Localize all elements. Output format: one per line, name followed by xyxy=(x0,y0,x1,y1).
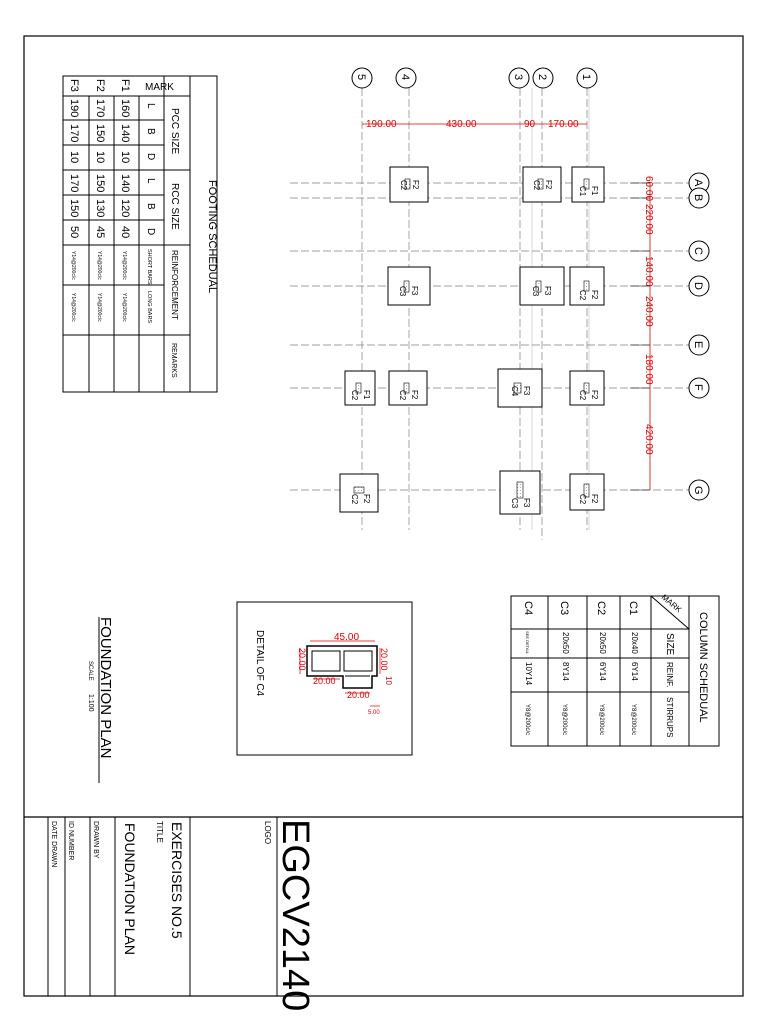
dim-lettered: 140.00 xyxy=(643,256,654,287)
scale-label: SCALE xyxy=(87,661,93,681)
date-drawn-label: DATE DRAWN xyxy=(50,821,57,868)
footing-cell: 170 xyxy=(68,124,80,143)
footing-label: F2 xyxy=(590,290,599,300)
footing xyxy=(390,167,428,202)
footing-schedule xyxy=(63,76,218,392)
grid-bubble-label: A xyxy=(692,179,704,187)
column-label: C1 xyxy=(578,186,587,197)
footing-cell: 140 xyxy=(119,124,131,143)
footing-cell: 120 xyxy=(119,199,131,218)
dim-lettered: 220.00 xyxy=(643,204,654,235)
footing-row-mark: F2 xyxy=(94,79,106,92)
footing-cell: 150 xyxy=(94,174,106,193)
column-mark-header: MARK xyxy=(659,592,684,615)
footing-cell: 140 xyxy=(119,174,131,193)
footing-label: F3 xyxy=(410,286,419,296)
column-cell: 20x50 xyxy=(561,632,570,654)
column-label: C2 xyxy=(578,290,587,301)
column-label: C2 xyxy=(532,180,541,191)
footing-cell: 50 xyxy=(68,226,80,239)
detail-dim: 20.00 xyxy=(297,648,307,671)
drawing-title-text: FOUNDATION PLAN xyxy=(97,617,114,759)
footing xyxy=(520,267,564,305)
dim-numbered: 90 xyxy=(524,119,536,130)
column-label: C3 xyxy=(398,286,407,297)
footing-label: F2 xyxy=(590,390,599,400)
footing-cell: 40 xyxy=(119,226,131,239)
column-cell: Y8@200c/c xyxy=(598,704,604,736)
footing-cell: 10 xyxy=(68,151,80,164)
footing-cell: 130 xyxy=(94,199,106,218)
pcc-d-label: D xyxy=(145,153,156,161)
grid-bubble-label: G xyxy=(692,486,704,495)
column-label: C2 xyxy=(350,390,359,401)
column-row-mark: C4 xyxy=(522,601,534,616)
grid-bubble-3 xyxy=(509,68,529,88)
detail-dim: 20.00 xyxy=(347,690,370,700)
footing-label: F2 xyxy=(410,390,419,400)
grid-bubble-label: F xyxy=(692,384,704,391)
rcc-l-label: L xyxy=(145,178,156,184)
footing-cell: Y14@200c/c xyxy=(70,293,76,322)
dim-lettered: 60.00 xyxy=(643,176,654,202)
detail-dim: 45.00 xyxy=(334,632,360,643)
grid-bubble-label: C xyxy=(692,247,704,255)
footing-mark-header: MARK xyxy=(145,82,174,93)
grid-bubble-label: D xyxy=(692,282,704,290)
detail-c4 xyxy=(237,602,412,755)
footing-cell: 10 xyxy=(94,151,106,164)
column-cell: 6Y14 xyxy=(598,662,607,681)
footing-cell: 45 xyxy=(94,226,106,239)
footing-cell: 150 xyxy=(68,199,80,218)
footing-cell: Y14@200c/c xyxy=(96,251,102,280)
footing-schedule-title: FOOTING SCHEDUAL xyxy=(206,180,218,294)
detail-dim: 10 xyxy=(384,676,393,685)
footing-reinf-header: REINFORCEMENT xyxy=(170,250,179,320)
detail-dim: 20.00 xyxy=(379,648,389,671)
grid-bubble-label: 5 xyxy=(355,74,367,81)
drawing-title xyxy=(87,617,114,783)
detail-c4-title: DETAIL OF C4 xyxy=(254,630,265,697)
title-block xyxy=(48,817,316,1011)
column-cell: Y8@200c/c xyxy=(630,704,636,736)
footing-pcc-header: PCC SIZE xyxy=(169,108,180,155)
column-label: C2 xyxy=(398,390,407,401)
short-bars-label: SHORT BARS xyxy=(146,249,152,285)
footing-label: F3 xyxy=(543,286,552,296)
id-number-label: ID NUMBER xyxy=(67,821,74,861)
dim-lettered: 180.00 xyxy=(643,354,654,385)
column-cell: 10Y14 xyxy=(524,662,533,686)
footing xyxy=(570,371,604,405)
title-value: FOUNDATION PLAN xyxy=(122,823,138,955)
footing-label: F3 xyxy=(522,498,531,508)
footing-cell: 150 xyxy=(94,124,106,143)
column-size-header: SIZE xyxy=(664,633,675,656)
column-schedule-title: COLUMN SCHEDUAL xyxy=(697,612,709,723)
footing-label: F3 xyxy=(522,386,531,396)
foundation-grid xyxy=(290,68,709,540)
column-cell: 6Y14 xyxy=(630,662,639,681)
drawn-by-label: DRAWN BY xyxy=(92,821,99,859)
column-cell: Y8@200c/c xyxy=(561,704,567,736)
grid-bubble-label: 2 xyxy=(536,74,548,81)
footing-cell: 190 xyxy=(68,99,80,118)
column-schedule xyxy=(511,593,719,746)
footing xyxy=(570,474,604,510)
long-bars-label: LONG BARS xyxy=(146,291,152,324)
footing-rcc-header: RCC SIZE xyxy=(169,183,180,230)
footing xyxy=(523,167,561,202)
grid-bubble-label: E xyxy=(692,341,704,349)
grid-bubble-G xyxy=(689,480,709,500)
column-stirrups-header: STIRRUPS xyxy=(665,697,674,738)
dim-numbered: 190.00 xyxy=(366,119,397,130)
column-cell: 20x40 xyxy=(630,632,639,654)
column-label: C2 xyxy=(578,494,587,505)
grid-bubble-label: 1 xyxy=(580,74,592,81)
grid-bubble-E xyxy=(689,335,709,355)
footing-cell: Y14@200c/c xyxy=(70,251,76,280)
footing xyxy=(500,471,540,514)
footing-cell: 10 xyxy=(119,151,131,164)
grid-bubble-D xyxy=(689,276,709,296)
footing xyxy=(389,371,427,405)
dim-numbered: 170.00 xyxy=(548,119,579,130)
footing-cell: Y14@200c/c xyxy=(96,293,102,322)
column-label: C2 xyxy=(578,390,587,401)
column-row-mark: C1 xyxy=(627,601,639,616)
grid-bubble-label: 3 xyxy=(512,74,524,81)
column-row-mark: C3 xyxy=(558,601,570,616)
footing-label: F2 xyxy=(544,180,553,190)
scale-value: 1:100 xyxy=(87,694,94,712)
footing-label: F1 xyxy=(590,186,599,196)
footing-label: F2 xyxy=(362,494,371,504)
footing xyxy=(345,371,375,405)
dim-lettered: 240.00 xyxy=(643,296,654,327)
grid-bubble-4 xyxy=(396,68,416,88)
footing-cell: 170 xyxy=(94,99,106,118)
grid-bubble-C xyxy=(689,241,709,261)
pcc-l-label: L xyxy=(145,103,156,109)
grid-bubble-B xyxy=(689,188,709,208)
column-row-mark: C2 xyxy=(595,601,607,616)
footing xyxy=(572,167,604,202)
dim-lettered: 420.00 xyxy=(643,424,654,455)
dim-numbered: 430.00 xyxy=(446,119,477,130)
column-cell: SEE DETAIL xyxy=(525,631,530,654)
footing-label: F2 xyxy=(590,494,599,504)
column-cell: Y8@200c/c xyxy=(524,704,530,736)
footing xyxy=(570,267,604,305)
footing xyxy=(340,474,378,512)
footing-row-mark: F3 xyxy=(68,79,80,92)
footing-cell: Y14@200c/c xyxy=(121,251,127,280)
footing-label: F2 xyxy=(411,180,420,190)
column-cell: 8Y14 xyxy=(561,662,570,681)
course-code: EGCV2140 xyxy=(274,819,316,1012)
detail-dim: 5.00 xyxy=(368,710,380,716)
footing xyxy=(388,267,430,305)
column-label: C2 xyxy=(350,494,359,505)
column-label: C4 xyxy=(510,386,519,397)
column-label: C3 xyxy=(510,498,519,509)
footing-cell: 160 xyxy=(119,99,131,118)
column-label: C3 xyxy=(531,286,540,297)
footing-label: F1 xyxy=(362,390,371,400)
title-label: TITLE xyxy=(155,821,164,843)
logo-label: LOGO xyxy=(263,821,272,845)
column-cell: 20x50 xyxy=(598,632,607,654)
grid-bubble-label: B xyxy=(692,194,704,202)
footing-remarks-header: REMARKS xyxy=(170,343,177,378)
column-label: C2 xyxy=(399,180,408,191)
footing-row-mark: F1 xyxy=(119,79,131,92)
grid-bubble-label: 4 xyxy=(399,74,411,81)
footing xyxy=(498,369,542,407)
rcc-d-label: D xyxy=(145,228,156,236)
grid-bubble-F xyxy=(689,378,709,398)
exercise-title: EXERCISES NO.5 xyxy=(169,822,185,939)
column-reinf-header: REINF. xyxy=(665,662,674,688)
grid-bubble-1 xyxy=(577,68,597,88)
footing-cell: 170 xyxy=(68,174,80,193)
footing-cell: Y14@200c/c xyxy=(121,293,127,322)
rcc-b-label: B xyxy=(145,203,156,210)
detail-dim: 20.00 xyxy=(313,676,336,686)
grid-bubble-5 xyxy=(352,68,372,88)
grid-bubble-2 xyxy=(533,68,553,88)
pcc-b-label: B xyxy=(145,128,156,135)
